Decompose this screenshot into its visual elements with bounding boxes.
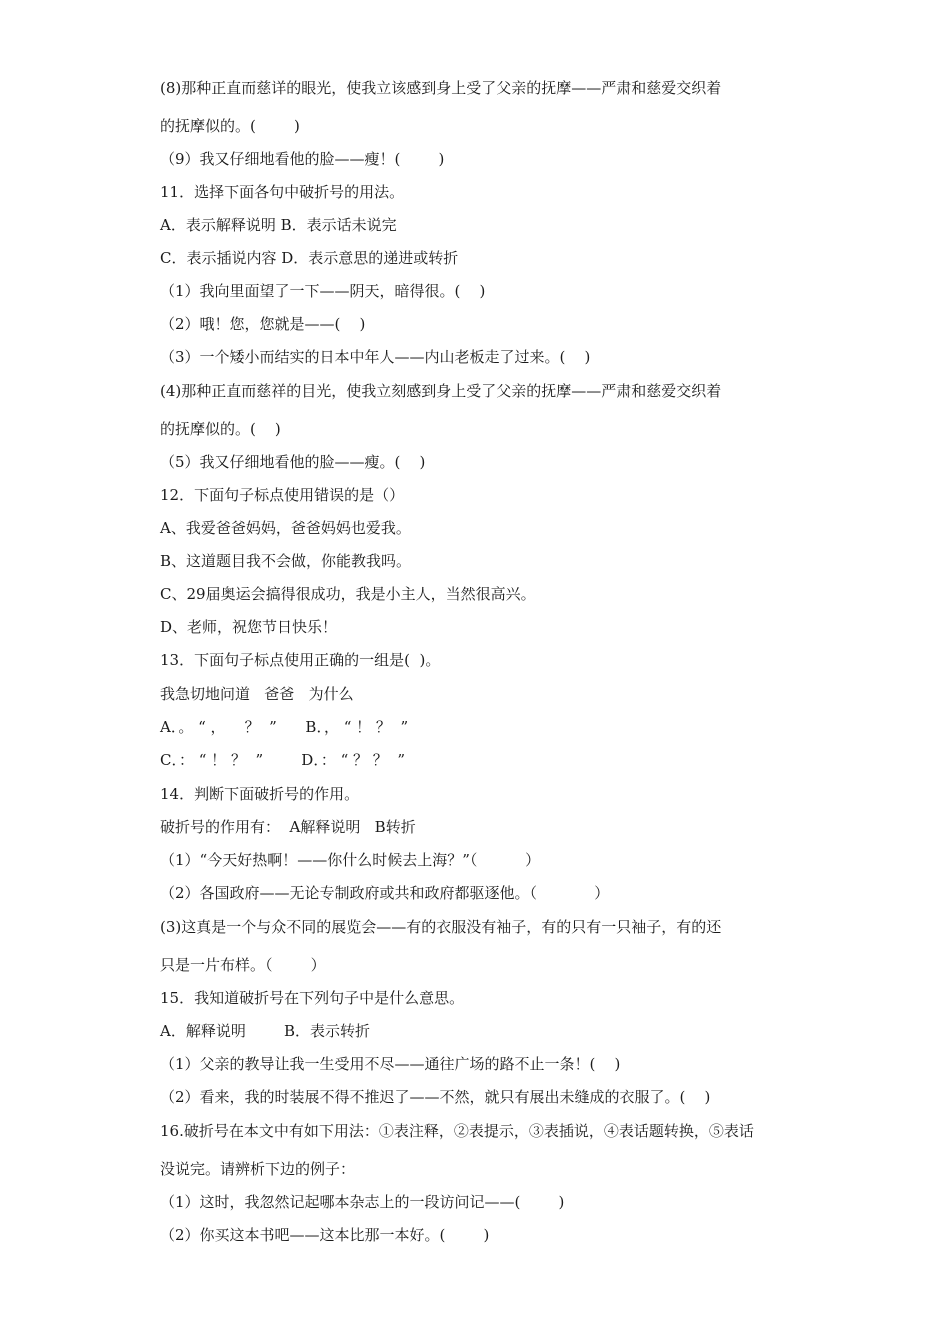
text-line: （1）我向里面望了一下——阴天，暗得很。( ): [160, 282, 486, 300]
text-line: （9）我又仔细地看他的脸——瘦！( ): [160, 150, 445, 168]
option-line: C．： “ ！ ？ ” D．： “ ？ ？ ”: [160, 751, 406, 769]
text-line: （2）你买这本书吧——这本比那一本好。( ): [160, 1226, 490, 1244]
text-line: （1）“今天好热啊！——你什么时候去上海？”（ ）: [160, 851, 541, 869]
option-line: A．。 “ ， ？ ” B．， “ ！ ？ ”: [160, 718, 409, 736]
option-line: B、这道题目我不会做，你能教我吗。: [160, 552, 412, 570]
text-line: 破折号的作用有： A解释说明 B转折: [160, 818, 416, 836]
text-line: 的抚摩似的。( ): [160, 117, 300, 135]
text-line: 我急切地问道 爸爸 为什么: [160, 685, 354, 703]
text-line: （2）各国政府——无论专制政府或共和政府都驱逐他。（ ）: [160, 884, 610, 902]
text-line: （5）我又仔细地看他的脸——瘦。( ): [160, 453, 426, 471]
text-line: （1）这时，我忽然记起哪本杂志上的一段访问记——( ): [160, 1193, 565, 1211]
option-line: C．表示插说内容 D．表示意思的递进或转折: [160, 249, 459, 267]
option-line: A．表示解释说明 B．表示话未说完: [160, 216, 397, 234]
text-line: (3)这真是一个与众不同的展览会——有的衣服没有袖子，有的只有一只袖子，有的还: [160, 918, 722, 936]
question-15-title: 15．我知道破折号在下列句子中是什么意思。: [160, 989, 465, 1007]
text-line: (4)那种正直而慈祥的目光，使我立刻感到身上受了父亲的抚摩——严肃和慈爱交织着: [160, 382, 722, 400]
text-line: 的抚摩似的。( ): [160, 420, 281, 438]
text-line: 只是一片布样。（ ）: [160, 956, 326, 974]
option-line: A．解释说明 B．表示转折: [160, 1022, 371, 1040]
option-line: C、29届奥运会搞得很成功，我是小主人，当然很高兴。: [160, 585, 536, 603]
option-line: D、老师，祝您节日快乐！: [160, 618, 338, 636]
text-line: （3）一个矮小而结实的日本中年人——内山老板走了过来。( ): [160, 348, 591, 366]
text-line: （2）哦！您，您就是——( ): [160, 315, 366, 333]
text-line: （1）父亲的教导让我一生受用不尽——通往广场的路不止一条！( ): [160, 1055, 621, 1073]
option-line: A、我爱爸爸妈妈，爸爸妈妈也爱我。: [160, 519, 411, 537]
text-line: 没说完。请辨析下边的例子：: [160, 1160, 356, 1178]
question-14-title: 14．判断下面破折号的作用。: [160, 785, 360, 803]
question-11-title: 11．选择下面各句中破折号的用法。: [160, 183, 405, 201]
question-13-title: 13．下面句子标点使用正确的一组是( )。: [160, 651, 441, 669]
text-line: （2）看来，我的时装展不得不推迟了——不然，就只有展出未缝成的衣服了。( ): [160, 1088, 711, 1106]
question-12-title: 12．下面句子标点使用错误的是（）: [160, 486, 405, 504]
text-line: (8)那种正直而慈详的眼光，使我立该感到身上受了父亲的抚摩——严肃和慈爱交织着: [160, 79, 722, 97]
question-16-title: 16.破折号在本文中有如下用法：①表注释，②表提示，③表插说，④表话题转换，⑤表话: [160, 1122, 754, 1140]
